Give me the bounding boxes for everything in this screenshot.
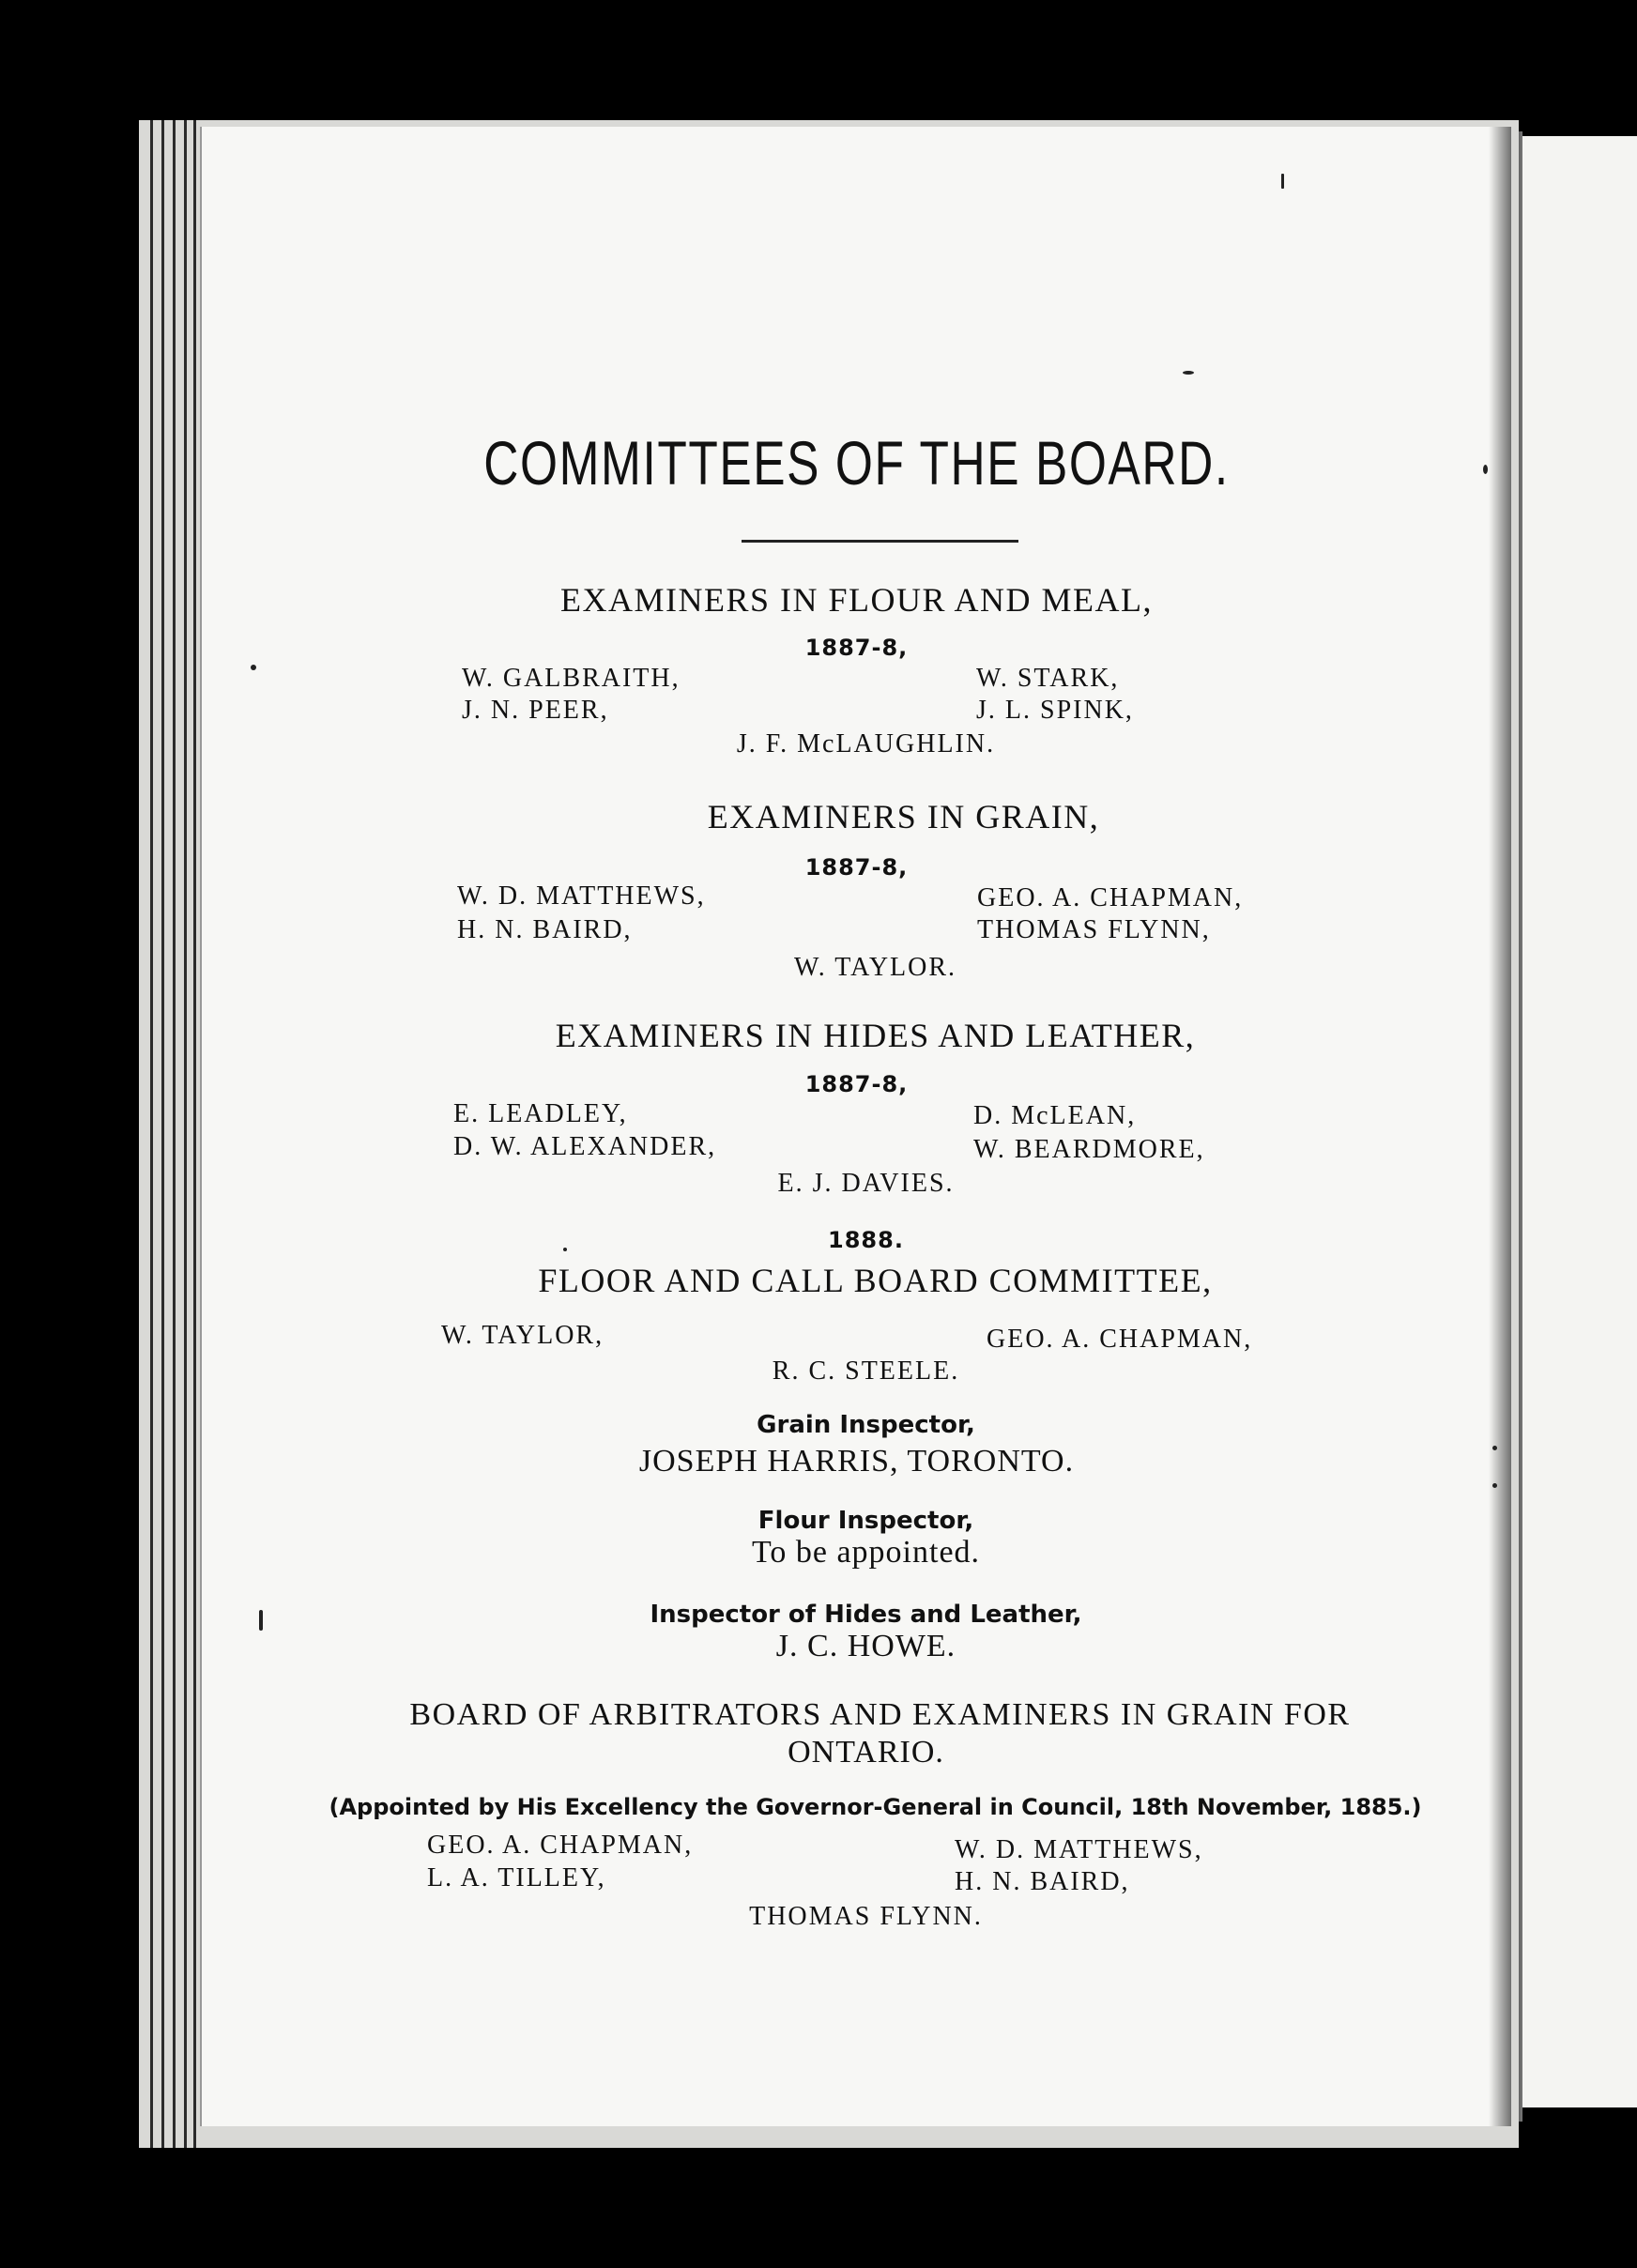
adjacent-page-edge (1513, 136, 1637, 2107)
page-edge-line (193, 120, 196, 2148)
inspector-label-grain: Grain Inspector, (757, 1411, 975, 1439)
member-name: L. A. TILLEY, (427, 1863, 606, 1893)
member-name: W. STARK, (976, 664, 1120, 693)
member-name: THOMAS FLYNN, (977, 915, 1211, 944)
member-name: THOMAS FLYNN. (749, 1902, 983, 1931)
page-edge-line (184, 120, 187, 2148)
member-name: W. D. MATTHEWS, (457, 881, 706, 911)
member-name: J. N. PEER, (462, 696, 609, 725)
arbitrators-heading-line2: ONTARIO. (788, 1735, 944, 1770)
member-name: H. N. BAIRD, (955, 1867, 1130, 1896)
section-year: 1888. (828, 1227, 904, 1253)
section-heading-hides-leather: EXAMINERS IN HIDES AND LEATHER, (555, 1017, 1196, 1054)
inspector-name-hides: J. C. HOWE. (775, 1629, 956, 1663)
inspector-name-flour: To be appointed. (751, 1535, 981, 1570)
member-name: W. TAYLOR, (441, 1321, 604, 1350)
member-name: W. GALBRAITH, (462, 664, 681, 693)
appointment-note: (Appointed by His Excellency the Governor-General in Council, 18th November, 1885.) (329, 1794, 1422, 1820)
inspector-name-grain: JOSEPH HARRIS, TORONTO. (638, 1444, 1075, 1479)
page-edge-line (150, 120, 153, 2148)
member-name: H. N. BAIRD, (457, 915, 633, 944)
document-page (202, 127, 1511, 2126)
section-heading-flour-meal: EXAMINERS IN FLOUR AND MEAL, (559, 581, 1153, 619)
section-year: 1887-8, (804, 1071, 909, 1097)
member-name: W. BEARDMORE, (973, 1135, 1205, 1164)
member-name: R. C. STEELE. (772, 1356, 960, 1386)
member-name: W. TAYLOR. (793, 953, 957, 982)
section-year: 1887-8, (804, 854, 909, 881)
page-edge-line (161, 120, 164, 2148)
member-name: J. F. McLAUGHLIN. (736, 729, 996, 759)
member-name: E. J. DAVIES. (777, 1169, 955, 1198)
page-right-shadow (1489, 127, 1511, 2126)
section-year: 1887-8, (804, 635, 909, 661)
title-rule (742, 540, 1018, 543)
member-name: E. LEADLEY, (453, 1099, 628, 1128)
member-name: D. W. ALEXANDER, (453, 1132, 717, 1161)
member-name: GEO. A. CHAPMAN, (977, 883, 1244, 912)
section-heading-floor-call-board: FLOOR AND CALL BOARD COMMITTEE, (538, 1262, 1213, 1299)
member-name: GEO. A. CHAPMAN, (987, 1325, 1253, 1354)
inspector-label-hides: Inspector of Hides and Leather, (650, 1601, 1082, 1629)
member-name: D. McLEAN, (973, 1101, 1137, 1130)
arbitrators-heading: BOARD OF ARBITRATORS AND EXAMINERS IN GRAIN FOR (409, 1697, 1351, 1732)
member-name: W. D. MATTHEWS, (955, 1835, 1203, 1864)
section-heading-grain: EXAMINERS IN GRAIN, (707, 798, 1100, 835)
page-edge-line (173, 120, 176, 2148)
inspector-label-flour: Flour Inspector, (757, 1507, 974, 1535)
page-title: COMMITTEES OF THE BOARD. (483, 428, 1230, 498)
member-name: GEO. A. CHAPMAN, (427, 1831, 694, 1860)
member-name: J. L. SPINK, (976, 696, 1134, 725)
